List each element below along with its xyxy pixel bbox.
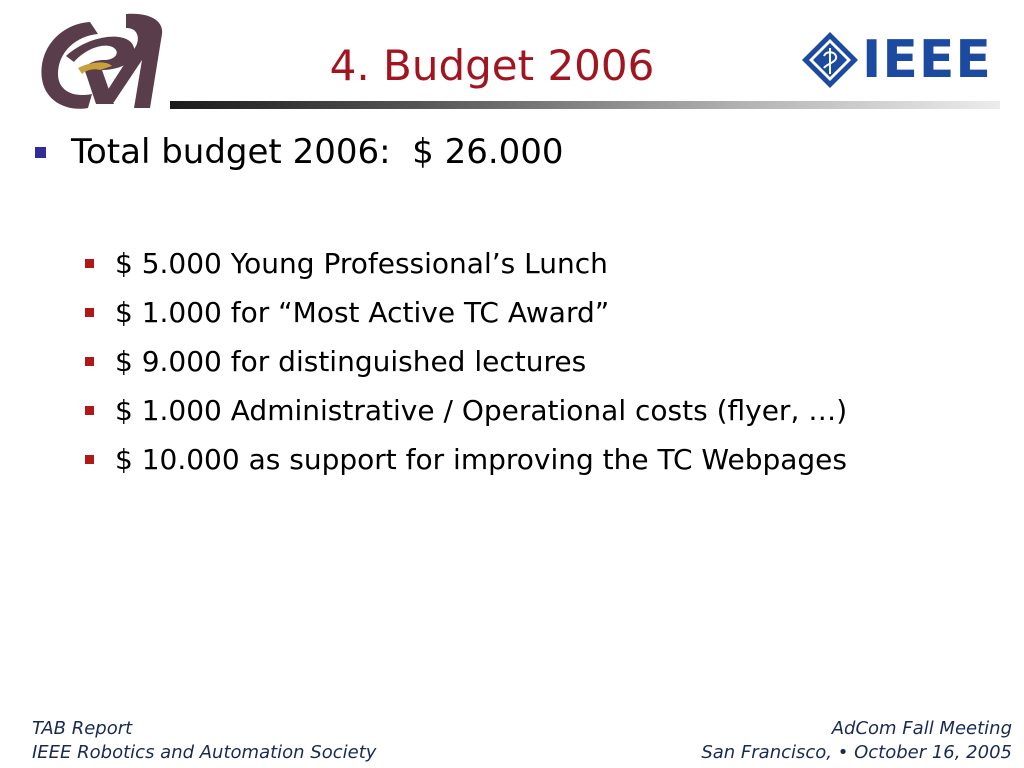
ieee-wordmark: IEEE [862,30,992,90]
main-bullet-text: Total budget 2006: $ 26.000 [71,132,564,172]
list-item [85,239,847,288]
main-bullet [35,130,564,174]
list-item [85,288,847,337]
square-bullet-icon [85,455,94,464]
list-item-text: $ 1.000 for “Most Active TC Award” [115,296,610,329]
square-bullet-icon [35,147,46,158]
footer-report-name: TAB Report [32,718,133,739]
slide-title: 4. Budget 2006 [329,41,655,90]
square-bullet-icon [85,259,94,268]
list-item-text: $ 5.000 Young Professional’s Lunch [115,247,608,280]
budget-items-list [85,239,847,484]
title-divider [170,101,1000,109]
footer-meeting-name: AdCom Fall Meeting [831,718,1012,739]
square-bullet-icon [85,406,94,415]
list-item [85,337,847,386]
list-item [85,386,847,435]
list-item-text: $ 9.000 for distinguished lectures [115,345,587,378]
list-item [85,435,847,484]
footer-right [701,717,1012,765]
list-item-text: $ 10.000 as support for improving the TC Webpages [115,443,847,476]
square-bullet-icon [85,308,94,317]
footer-society-name: IEEE Robotics and Automation Society [32,742,377,763]
square-bullet-icon [85,357,94,366]
list-item-text: $ 1.000 Administrative / Operational costs (flyer, …) [115,394,848,427]
footer-left [32,717,376,765]
footer-meeting-date: San Francisco, • October 16, 2005 [701,742,1012,763]
